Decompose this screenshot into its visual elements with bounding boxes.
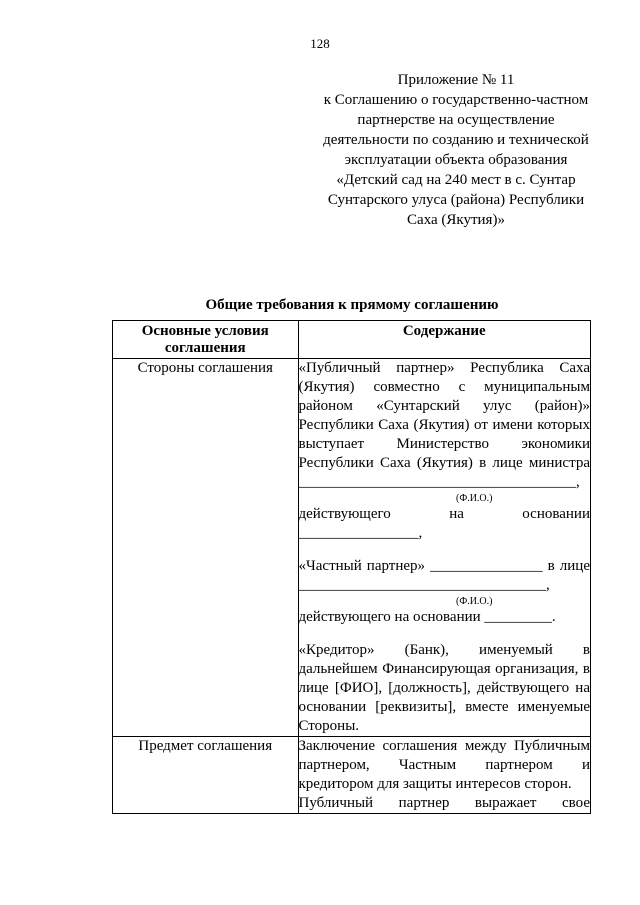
appendix-line: к Соглашению о государственно-частном [323, 92, 589, 108]
condition-subject: Предмет соглашения [113, 737, 299, 814]
blank-line: ________________, [298, 525, 423, 541]
table-row [113, 359, 591, 737]
creditor-text: «Кредитор» (Банк), именуемый в дальнейшем Финансирующая организация, в лице [ФИО], [должность], действующего на основании [реквизиты], вместе именуемые Стороны. [298, 642, 590, 734]
blank-line: _____________________________________, [298, 474, 580, 490]
appendix-line: деятельности по созданию и технической [323, 132, 589, 148]
appendix-heading [306, 70, 606, 230]
header-content: Содержание [298, 321, 591, 359]
document-title: Общие требования к прямому соглашению [205, 297, 499, 313]
content-parties [298, 359, 591, 737]
subject-text: Заключение соглашения между Публичным партнером, Частным партнером и кредитором для защиты интересов сторон. [298, 738, 590, 792]
page-number: 128 [310, 36, 330, 51]
appendix-line: «Детский сад на 240 мест в с. Сунтар [336, 172, 576, 188]
requirements-table [112, 320, 591, 814]
public-partner-text: «Публичный партнер» Республика Саха (Якутия) совместно с муниципальным районом «Сунтарский улус (район)» Республики Саха (Якутия) от имени которых выступает Министерство экономики Республики Саха (Якутия) в лице министра [298, 360, 590, 471]
appendix-line: эксплуатации объекта образования [344, 152, 568, 168]
appendix-line: Саха (Якутия)» [407, 212, 505, 228]
appendix-line: партнерстве на осуществление [357, 112, 555, 128]
fio-note: (Ф.И.О.) [455, 493, 493, 504]
content-subject [298, 737, 591, 814]
appendix-line: Сунтарского улуса (района) Республики [327, 192, 585, 208]
header-conditions: Основные условия соглашения [113, 321, 299, 359]
acting-basis-text: действующего на основании _________. [298, 609, 556, 625]
acting-basis-text: действующего на основании [298, 506, 590, 522]
fio-note: (Ф.И.О.) [455, 596, 493, 607]
table-row [113, 737, 591, 814]
appendix-line: Приложение № 11 [397, 72, 515, 88]
subject-text: Публичный партнер выражает свое [298, 795, 590, 811]
condition-parties: Стороны соглашения [113, 359, 299, 737]
table-header-row [113, 321, 591, 359]
private-partner-text: «Частный партнер» _______________ в лице _________________________________, [298, 558, 590, 593]
